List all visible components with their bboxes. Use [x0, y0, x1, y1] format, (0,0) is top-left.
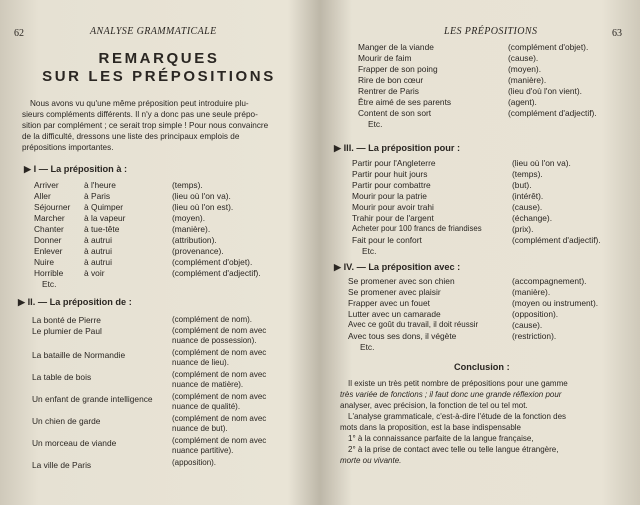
list-item: Nuire — [34, 257, 55, 267]
section-title: — La préposition avec : — [356, 262, 461, 272]
list-item: (intérêt). — [512, 191, 544, 201]
list-item: Mourir pour avoir trahi — [352, 202, 434, 212]
left-page — [0, 0, 318, 505]
section-title: — La préposition de : — [37, 297, 132, 307]
list-item: Se promener avec plaisir — [348, 287, 441, 297]
conclusion-line: très variée de fonctions ; il faut donc une grande réflexion pour — [340, 390, 562, 399]
page-title: REMARQUES — [98, 50, 220, 67]
list-item: Partir pour combattre — [352, 180, 431, 190]
list-item: La bataille de Normandie — [32, 350, 126, 360]
list-item: à tue-tête — [84, 224, 120, 234]
etc-label: Etc. — [360, 342, 375, 352]
list-item: (complément de nom). — [172, 315, 253, 324]
list-item: (prix). — [512, 224, 534, 234]
list-item: Un morceau de viande — [32, 438, 117, 448]
etc-label: Etc. — [42, 279, 57, 289]
list-item: (complément de nom avec — [172, 392, 267, 401]
list-item: (cause). — [512, 202, 543, 212]
list-item: Frapper de son poing — [358, 64, 438, 74]
list-item: Donner — [34, 235, 62, 245]
etc-label: Etc. — [362, 246, 377, 256]
list-item: Avec ce goût du travail, il doit réussir — [348, 320, 479, 329]
list-item: Être aimé de ses parents — [358, 97, 452, 107]
section-heading — [24, 164, 127, 175]
list-item: à l'heure — [84, 180, 116, 190]
list-item: (complément d'adjectif). — [512, 235, 601, 245]
list-item: Marcher — [34, 213, 65, 223]
list-item: (complément de nom avec — [172, 436, 267, 445]
intro-line: de la difficulté, dressons une liste des principaux emplois de — [22, 132, 240, 141]
intro-line: sition par complément ; ce serait trop simple ! Pour nous convaincre — [22, 121, 269, 130]
list-item: (lieu où l'on est). — [172, 202, 234, 212]
list-item: Content de son sort — [358, 108, 432, 118]
list-item: à autrui — [84, 257, 112, 267]
list-item: (apposition). — [172, 458, 217, 467]
conclusion-line: morte ou vivante. — [340, 456, 402, 465]
list-item: (complément d'objet). — [172, 257, 253, 267]
conclusion-line: 1° à la connaissance parfaite de la langue française, — [348, 434, 534, 443]
list-item: à Quimper — [84, 202, 124, 212]
list-item: (provenance). — [172, 246, 224, 256]
conclusion-line: L'analyse grammaticale, c'est-à-dire l'étude de la fonction des — [348, 412, 567, 421]
right-page — [322, 0, 640, 505]
list-item: Rire de bon cœur — [358, 75, 424, 85]
section-heading — [18, 297, 132, 308]
list-item: Séjourner — [34, 202, 71, 212]
list-item: (échange). — [512, 213, 553, 223]
list-item: à autrui — [84, 235, 112, 245]
list-item: Partir pour huit jours — [352, 169, 428, 179]
list-item: (moyen). — [172, 213, 206, 223]
list-item: Arriver — [34, 180, 59, 190]
list-item: Avec tous ses dons, il végète — [348, 331, 457, 341]
list-item: (complément d'adjectif). — [172, 268, 261, 278]
list-item: nuance de lieu). — [172, 358, 229, 367]
list-item: (lieu d'où l'on vient). — [508, 86, 582, 96]
intro-line: sieurs compléments différents. Il n'y a donc pas une seule prépo- — [22, 110, 258, 119]
list-item: nuance de possession). — [172, 336, 257, 345]
list-item: La table de bois — [32, 372, 92, 382]
list-item: nuance de qualité). — [172, 402, 241, 411]
conclusion-line: analyser, avec précision, la fonction de tel ou tel mot. — [340, 401, 528, 410]
list-item: (accompagnement). — [512, 276, 587, 286]
list-item: Frapper avec un fouet — [348, 298, 430, 308]
intro-line: prépositions importantes. — [22, 143, 114, 152]
list-item: (complément d'adjectif). — [508, 108, 597, 118]
page-subtitle: SUR LES PRÉPOSITIONS — [42, 68, 276, 85]
intro-line: Nous avons vu qu'une même préposition peut introduire plu- — [30, 99, 249, 108]
list-item: (restriction). — [512, 331, 557, 341]
list-item: (but). — [512, 180, 532, 190]
list-item: Le plumier de Paul — [32, 326, 102, 336]
section-marker: ▶ II. — [18, 297, 36, 307]
conclusion-line: Il existe un très petit nombre de prépositions pour une gamme — [348, 379, 568, 388]
list-item: (moyen ou instrument). — [512, 298, 599, 308]
conclusion-line: mots dans la proposition, est la base indispensable — [340, 423, 521, 432]
list-item: Enlever — [34, 246, 63, 256]
list-item: (complément de nom avec — [172, 370, 267, 379]
list-item: (cause). — [512, 320, 543, 330]
list-item: Un enfant de grande intelligence — [32, 394, 153, 404]
list-item: (complément de nom avec — [172, 348, 267, 357]
list-item: (complément de nom avec — [172, 326, 267, 335]
list-item: La bonté de Pierre — [32, 315, 101, 325]
list-item: (complément d'objet). — [508, 42, 589, 52]
list-item: nuance de but). — [172, 424, 228, 433]
list-item: Aller — [34, 191, 51, 201]
list-item: (agent). — [508, 97, 537, 107]
list-item: (manière). — [508, 75, 547, 85]
list-item: Manger de la viande — [358, 42, 434, 52]
list-item: Un chien de garde — [32, 416, 101, 426]
section-heading — [334, 262, 460, 273]
list-item: Lutter avec un camarade — [348, 309, 441, 319]
list-item: (moyen). — [508, 64, 542, 74]
list-item: Se promener avec son chien — [348, 276, 455, 286]
list-item: Rentrer de Paris — [358, 86, 419, 96]
list-item: (temps). — [512, 169, 543, 179]
list-item: (cause). — [508, 53, 539, 63]
section-heading — [334, 143, 460, 154]
page-number: 62 — [14, 28, 24, 39]
running-head: ANALYSE GRAMMATICALE — [90, 26, 217, 37]
section-title: — La préposition à : — [38, 164, 128, 174]
list-item: (temps). — [172, 180, 203, 190]
list-item: à voir — [84, 268, 105, 278]
section-marker: ▶ IV. — [334, 262, 355, 272]
section-title: — La préposition pour : — [356, 143, 461, 153]
list-item: (opposition). — [512, 309, 559, 319]
running-head: LES PRÉPOSITIONS — [444, 26, 538, 37]
conclusion-heading: Conclusion : — [454, 362, 510, 372]
section-marker: ▶ III. — [334, 143, 354, 153]
list-item: (lieu où l'on va). — [512, 158, 571, 168]
list-item: à la vapeur — [84, 213, 126, 223]
list-item: Partir pour l'Angleterre — [352, 158, 436, 168]
list-item: nuance partitive). — [172, 446, 234, 455]
list-item: Mourir pour la patrie — [352, 191, 427, 201]
list-item: (attribution). — [172, 235, 217, 245]
list-item: Acheter pour 100 francs de friandises — [352, 224, 482, 233]
etc-label: Etc. — [368, 119, 383, 129]
section-marker: ▶ I — [24, 164, 37, 174]
list-item: Horrible — [34, 268, 64, 278]
list-item: (manière). — [172, 224, 211, 234]
list-item: (lieu où l'on va). — [172, 191, 231, 201]
list-item: nuance de matière). — [172, 380, 244, 389]
conclusion-line: 2° à la prise de contact avec telle ou telle langue étrangère, — [348, 445, 559, 454]
list-item: à autrui — [84, 246, 112, 256]
list-item: (complément de nom avec — [172, 414, 267, 423]
list-item: Mourir de faim — [358, 53, 412, 63]
page-number: 63 — [612, 28, 622, 39]
list-item: La ville de Paris — [32, 460, 92, 470]
list-item: à Paris — [84, 191, 111, 201]
list-item: (manière). — [512, 287, 551, 297]
list-item: Fait pour le confort — [352, 235, 422, 245]
list-item: Trahir pour de l'argent — [352, 213, 434, 223]
list-item: Chanter — [34, 224, 64, 234]
